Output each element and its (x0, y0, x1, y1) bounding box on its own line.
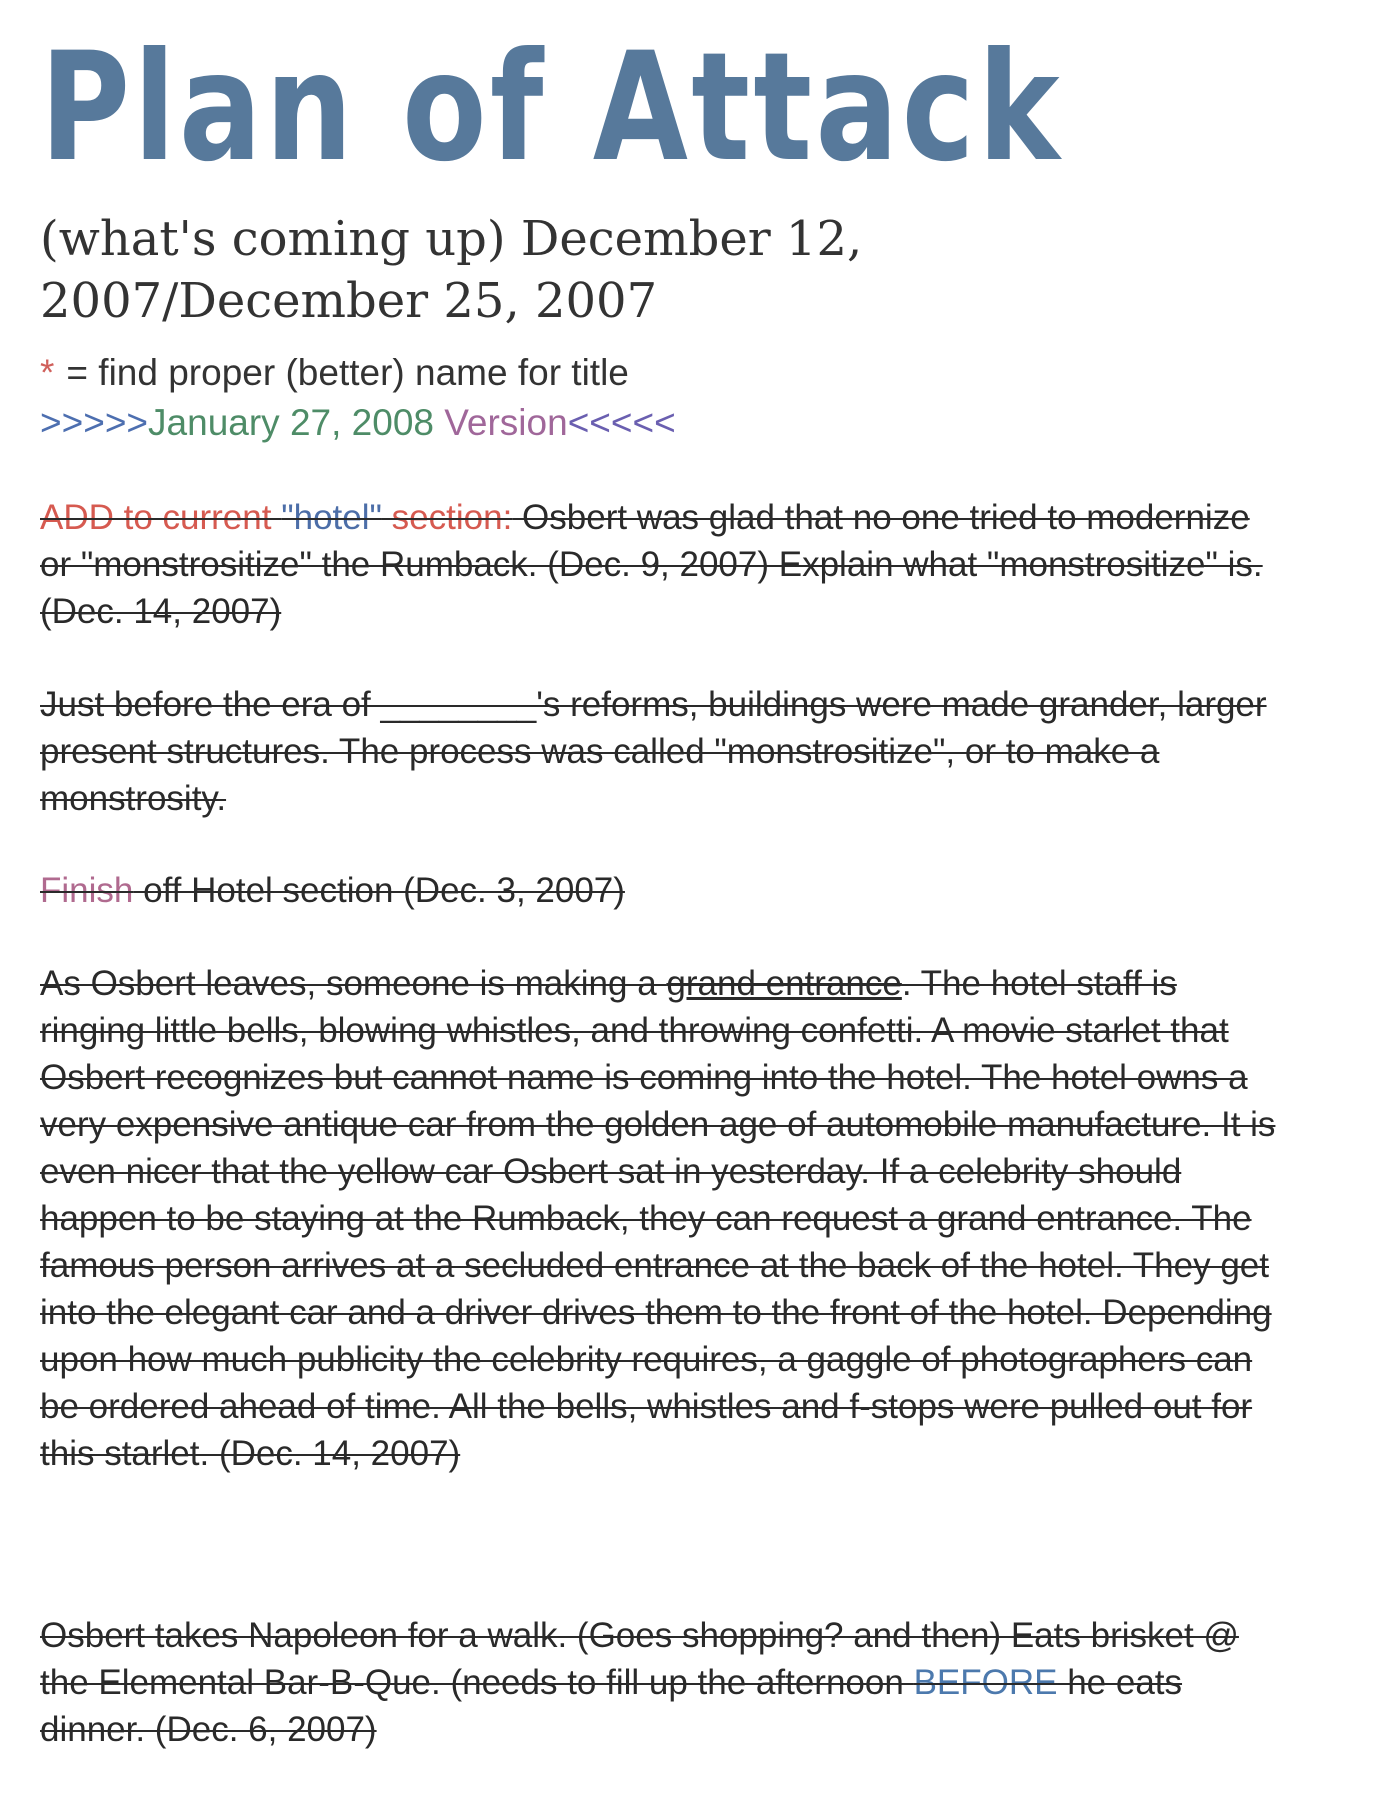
paragraph-add-hotel-section (40, 494, 1280, 635)
paragraph-body: Osbert was glad that no one tried to modernize or "monstrositize" the Rumback. (Dec. 9, 2007) Explain what "monstrositize" is. (Dec. 14, 2007) (40, 498, 1263, 631)
asterisk-marker: * (40, 352, 55, 393)
version-line (40, 400, 676, 446)
paragraph-napoleon-walk (40, 1612, 1280, 1753)
paragraph-finish-hotel (40, 867, 1280, 914)
paragraph-label-hotel: "hotel" (281, 498, 382, 537)
paragraph-grand-entrance (40, 960, 1280, 1477)
paragraph-before-word: BEFORE (913, 1663, 1058, 1702)
version-date: January 27, 2008 (148, 402, 434, 443)
version-arrows-right: <<<<< (567, 402, 676, 443)
page-title: Plan of Attack (40, 21, 1063, 195)
paragraph-underlined-phrase: grand entrance (666, 964, 902, 1003)
paragraph-body-start: Osbert takes Napoleon for a walk. (Goes shopping? and then) Eats brisket @ the Elemental Bar-B-Que. (needs to fill up the afternoon (40, 1616, 1239, 1702)
version-arrows-left: >>>>> (40, 402, 149, 443)
title-note (40, 350, 629, 396)
paragraph-body-rest: . The hotel staff is ringing little bells, blowing whistles, and throwing confetti. A movie starlet that Osbert recognizes but cannot name is coming into the hotel. The hotel owns a very expensive antique car from the golden age of automobile manufacture. It is even nicer that the yellow car Osbert sat in yesterday. If a celebrity should happen to be staying at the Rumback, they can request a grand entrance. The famous person arrives at a secluded entrance at the back of the hotel. They get into the elegant car and a driver drives them to the front of the hotel. Depending upon how much publicity the celebrity requires, a gaggle of photographers can be ordered ahead of time. All the bells, whistles and f-stops were pulled out for this starlet. (Dec. 14, 2007) (40, 964, 1276, 1473)
paragraph-label-section: section: (381, 498, 513, 537)
paragraph-monstrositize (40, 681, 1280, 822)
paragraph-body: off Hotel section (Dec. 3, 2007) (133, 871, 625, 910)
paragraph-body-end: he eats dinner. (Dec. 6, 2007) (40, 1663, 1183, 1749)
paragraph-label-finish: Finish (40, 871, 134, 910)
paragraph-label-add: ADD to current (40, 498, 282, 537)
page-subtitle: (what's coming up) December 12, 2007/December 25, 2007 (40, 211, 863, 329)
paragraph-body-start: As Osbert leaves, someone is making a (40, 964, 667, 1003)
paragraph-body: Just before the era of ________'s reforms, buildings were made grander, larger present structures. The process was called "monstrositize", or to make a monstrosity. (40, 685, 1267, 818)
title-note-text: = find proper (better) name for title (66, 352, 629, 393)
version-word: Version (433, 402, 568, 443)
